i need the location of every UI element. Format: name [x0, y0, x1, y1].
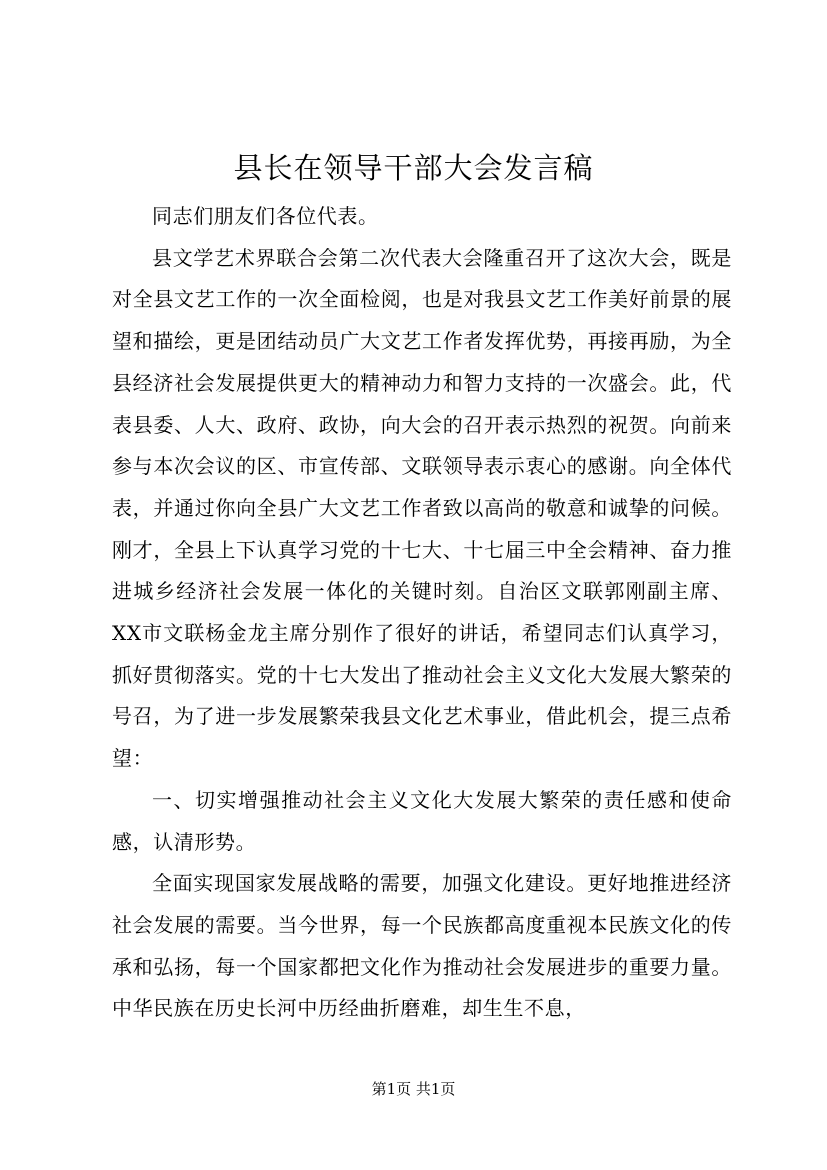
paragraph-point-one-body: 全面实现国家发展战略的需要，加强文化建设。更好地推进经济社会发展的需要。当今世界，每一个民族都高度重视本民族文化的传承和弘扬，每一个国家都把文化作为推动社会发展进步的重要力量。中华民族在历史长河中历经曲折磨难，却生生不息， — [112, 871, 732, 1021]
paragraph-greeting: 同志们朋友们各位代表。 — [152, 204, 379, 228]
page-number-footer: 第1页 共1页 — [371, 1080, 456, 1098]
document-title: 县长在领导干部大会发言稿 — [233, 151, 594, 185]
document-body — [112, 196, 732, 1030]
paragraph-point-one-heading: 一、切实增强推动社会主义文化大发展大繁荣的责任感和使命感，认清形势。 — [112, 787, 732, 854]
paragraph-opening: 县文学艺术界联合会第二次代表大会隆重召开了这次大会，既是对全县文艺工作的一次全面检阅，也是对我县文艺工作美好前景的展望和描绘，更是团结动员广大文艺工作者发挥优势，再接再励，为全县经济社会发展提供更大的精神动力和智力支持的一次盛会。此，代表县委、人大、政府、政协，向大会的召开表示热烈的祝贺。向前来参与本次会议的区、市宣传部、文联领导表示衷心的感谢。向全体代表，并通过你向全县广大文艺工作者致以高尚的敬意和诚挚的问候。刚才，全县上下认真学习党的十七大、十七届三中全会精神、奋力推进城乡经济社会发展一体化的关键时刻。自治区文联郭刚副主席、XX市文联杨金龙主席分别作了很好的讲话，希望同志们认真学习，抓好贯彻落实。党的十七大发出了推动社会主义文化大发展大繁荣的号召，为了进一步发展繁荣我县文化艺术事业，借此机会，提三点希望： — [112, 245, 732, 771]
